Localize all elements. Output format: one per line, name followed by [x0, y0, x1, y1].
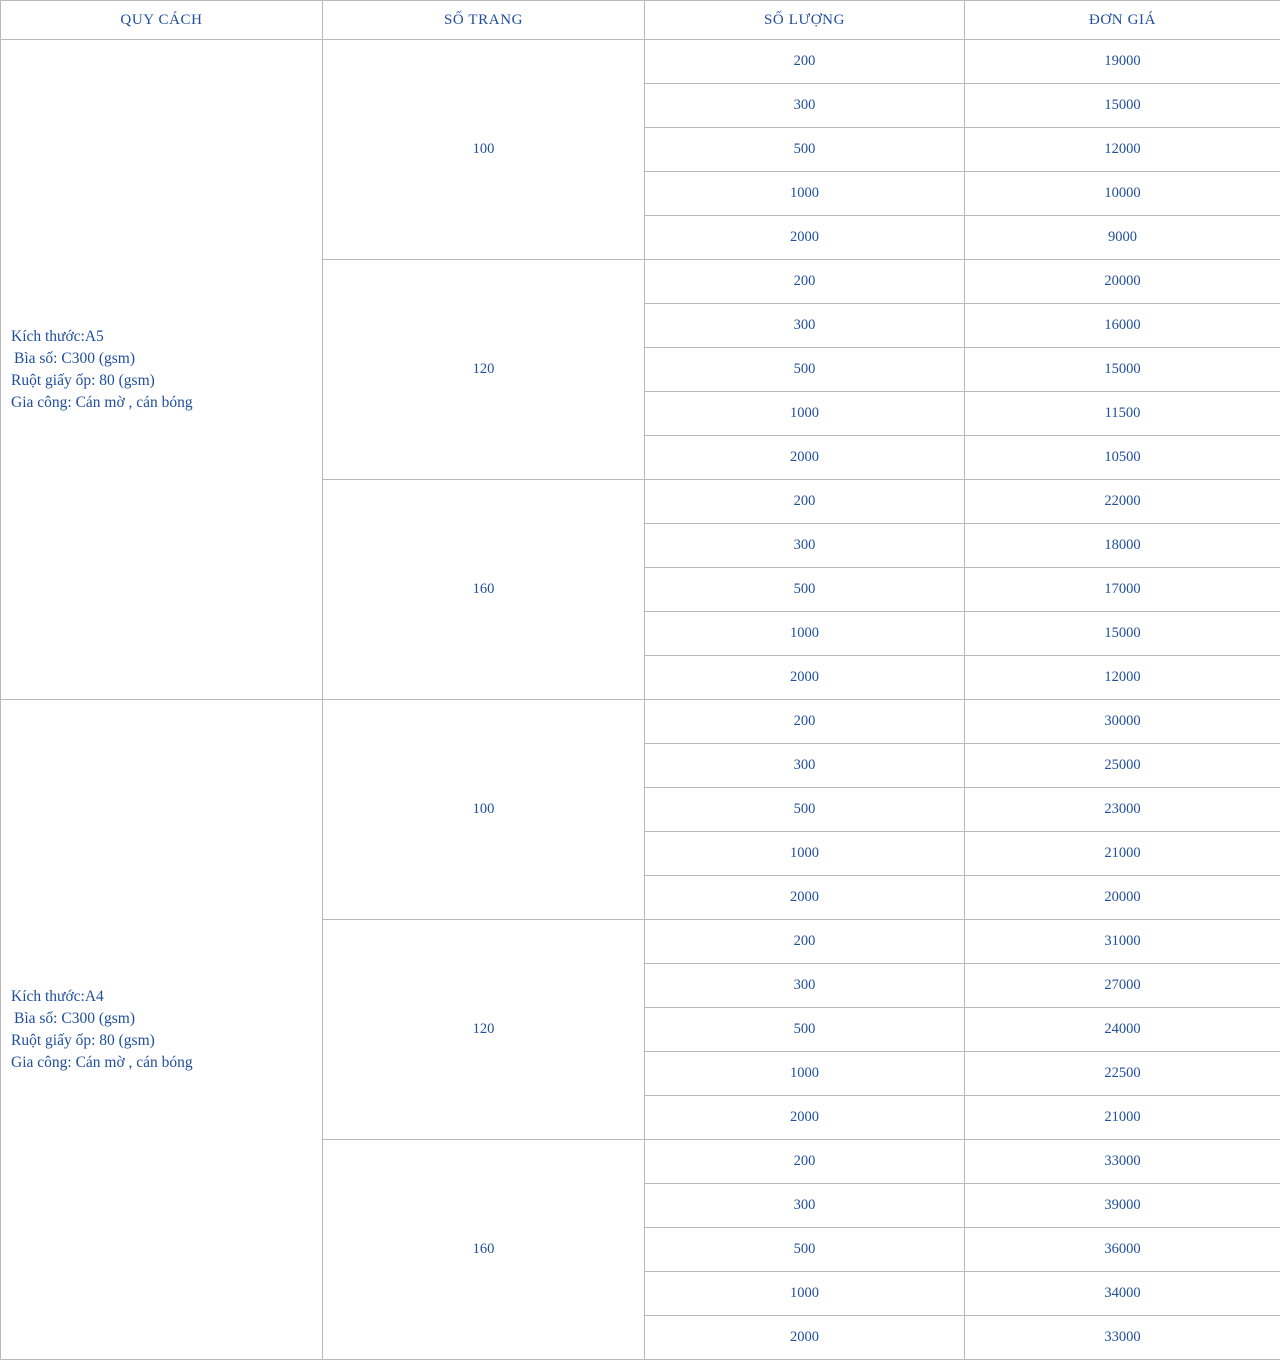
price-cell: 12000	[965, 128, 1280, 172]
column-header-quantity: SỐ LƯỢNG	[645, 1, 965, 40]
spec-inner-label: Ruột giấy ốp: 80 (gsm)	[11, 370, 322, 392]
quantity-cell: 300	[645, 744, 965, 788]
column-header-pages: SỐ TRANG	[323, 1, 645, 40]
quantity-cell: 1000	[645, 612, 965, 656]
price-cell: 15000	[965, 612, 1280, 656]
quantity-cell: 500	[645, 348, 965, 392]
quantity-cell: 300	[645, 84, 965, 128]
price-cell: 15000	[965, 348, 1280, 392]
price-cell: 19000	[965, 40, 1280, 84]
quantity-cell: 1000	[645, 172, 965, 216]
quantity-cell: 500	[645, 1008, 965, 1052]
pages-cell: 160	[323, 1140, 645, 1360]
column-header-price: ĐƠN GIÁ	[965, 1, 1280, 40]
pages-cell: 160	[323, 480, 645, 700]
quantity-cell: 2000	[645, 216, 965, 260]
spec-finish-label: Gia công: Cán mờ , cán bóng	[11, 1052, 322, 1074]
price-cell: 27000	[965, 964, 1280, 1008]
quantity-cell: 200	[645, 480, 965, 524]
price-cell: 34000	[965, 1272, 1280, 1316]
quantity-cell: 500	[645, 788, 965, 832]
quantity-cell: 1000	[645, 392, 965, 436]
column-header-spec: QUY CÁCH	[1, 1, 323, 40]
spec-size-label: Kích thước:A5	[11, 326, 322, 348]
quantity-cell: 2000	[645, 876, 965, 920]
price-cell: 17000	[965, 568, 1280, 612]
pages-cell: 100	[323, 40, 645, 260]
price-cell: 22000	[965, 480, 1280, 524]
quantity-cell: 2000	[645, 1096, 965, 1140]
spec-cover-label: Bìa số: C300 (gsm)	[11, 1008, 322, 1030]
price-cell: 18000	[965, 524, 1280, 568]
spec-size-label: Kích thước:A4	[11, 986, 322, 1008]
spec-cell-a5	[1, 40, 323, 700]
price-cell: 21000	[965, 832, 1280, 876]
price-cell: 21000	[965, 1096, 1280, 1140]
quantity-cell: 2000	[645, 656, 965, 700]
quantity-cell: 300	[645, 304, 965, 348]
price-cell: 24000	[965, 1008, 1280, 1052]
quantity-cell: 1000	[645, 1272, 965, 1316]
quantity-cell: 2000	[645, 436, 965, 480]
price-cell: 10500	[965, 436, 1280, 480]
quantity-cell: 200	[645, 1140, 965, 1184]
table-row	[1, 700, 1280, 744]
quantity-cell: 2000	[645, 1316, 965, 1360]
price-cell: 23000	[965, 788, 1280, 832]
price-cell: 39000	[965, 1184, 1280, 1228]
quantity-cell: 300	[645, 524, 965, 568]
price-cell: 12000	[965, 656, 1280, 700]
price-cell: 20000	[965, 260, 1280, 304]
quantity-cell: 200	[645, 40, 965, 84]
quantity-cell: 300	[645, 1184, 965, 1228]
quantity-cell: 200	[645, 700, 965, 744]
price-cell: 10000	[965, 172, 1280, 216]
quantity-cell: 200	[645, 920, 965, 964]
price-cell: 33000	[965, 1316, 1280, 1360]
price-cell: 33000	[965, 1140, 1280, 1184]
spec-cover-label: Bìa số: C300 (gsm)	[11, 348, 322, 370]
quantity-cell: 500	[645, 128, 965, 172]
price-cell: 22500	[965, 1052, 1280, 1096]
pages-cell: 120	[323, 920, 645, 1140]
spec-finish-label: Gia công: Cán mờ , cán bóng	[11, 392, 322, 414]
table-row	[1, 40, 1280, 84]
price-cell: 9000	[965, 216, 1280, 260]
price-cell: 15000	[965, 84, 1280, 128]
quantity-cell: 1000	[645, 1052, 965, 1096]
pages-cell: 120	[323, 260, 645, 480]
quantity-cell: 500	[645, 1228, 965, 1272]
price-cell: 30000	[965, 700, 1280, 744]
spec-inner-label: Ruột giấy ốp: 80 (gsm)	[11, 1030, 322, 1052]
price-cell: 25000	[965, 744, 1280, 788]
spec-cell-a4	[1, 700, 323, 1360]
table-header-row	[1, 1, 1280, 40]
price-cell: 16000	[965, 304, 1280, 348]
quantity-cell: 500	[645, 568, 965, 612]
quantity-cell: 1000	[645, 832, 965, 876]
price-cell: 11500	[965, 392, 1280, 436]
quantity-cell: 200	[645, 260, 965, 304]
price-cell: 36000	[965, 1228, 1280, 1272]
price-cell: 31000	[965, 920, 1280, 964]
pages-cell: 100	[323, 700, 645, 920]
quantity-cell: 300	[645, 964, 965, 1008]
price-cell: 20000	[965, 876, 1280, 920]
